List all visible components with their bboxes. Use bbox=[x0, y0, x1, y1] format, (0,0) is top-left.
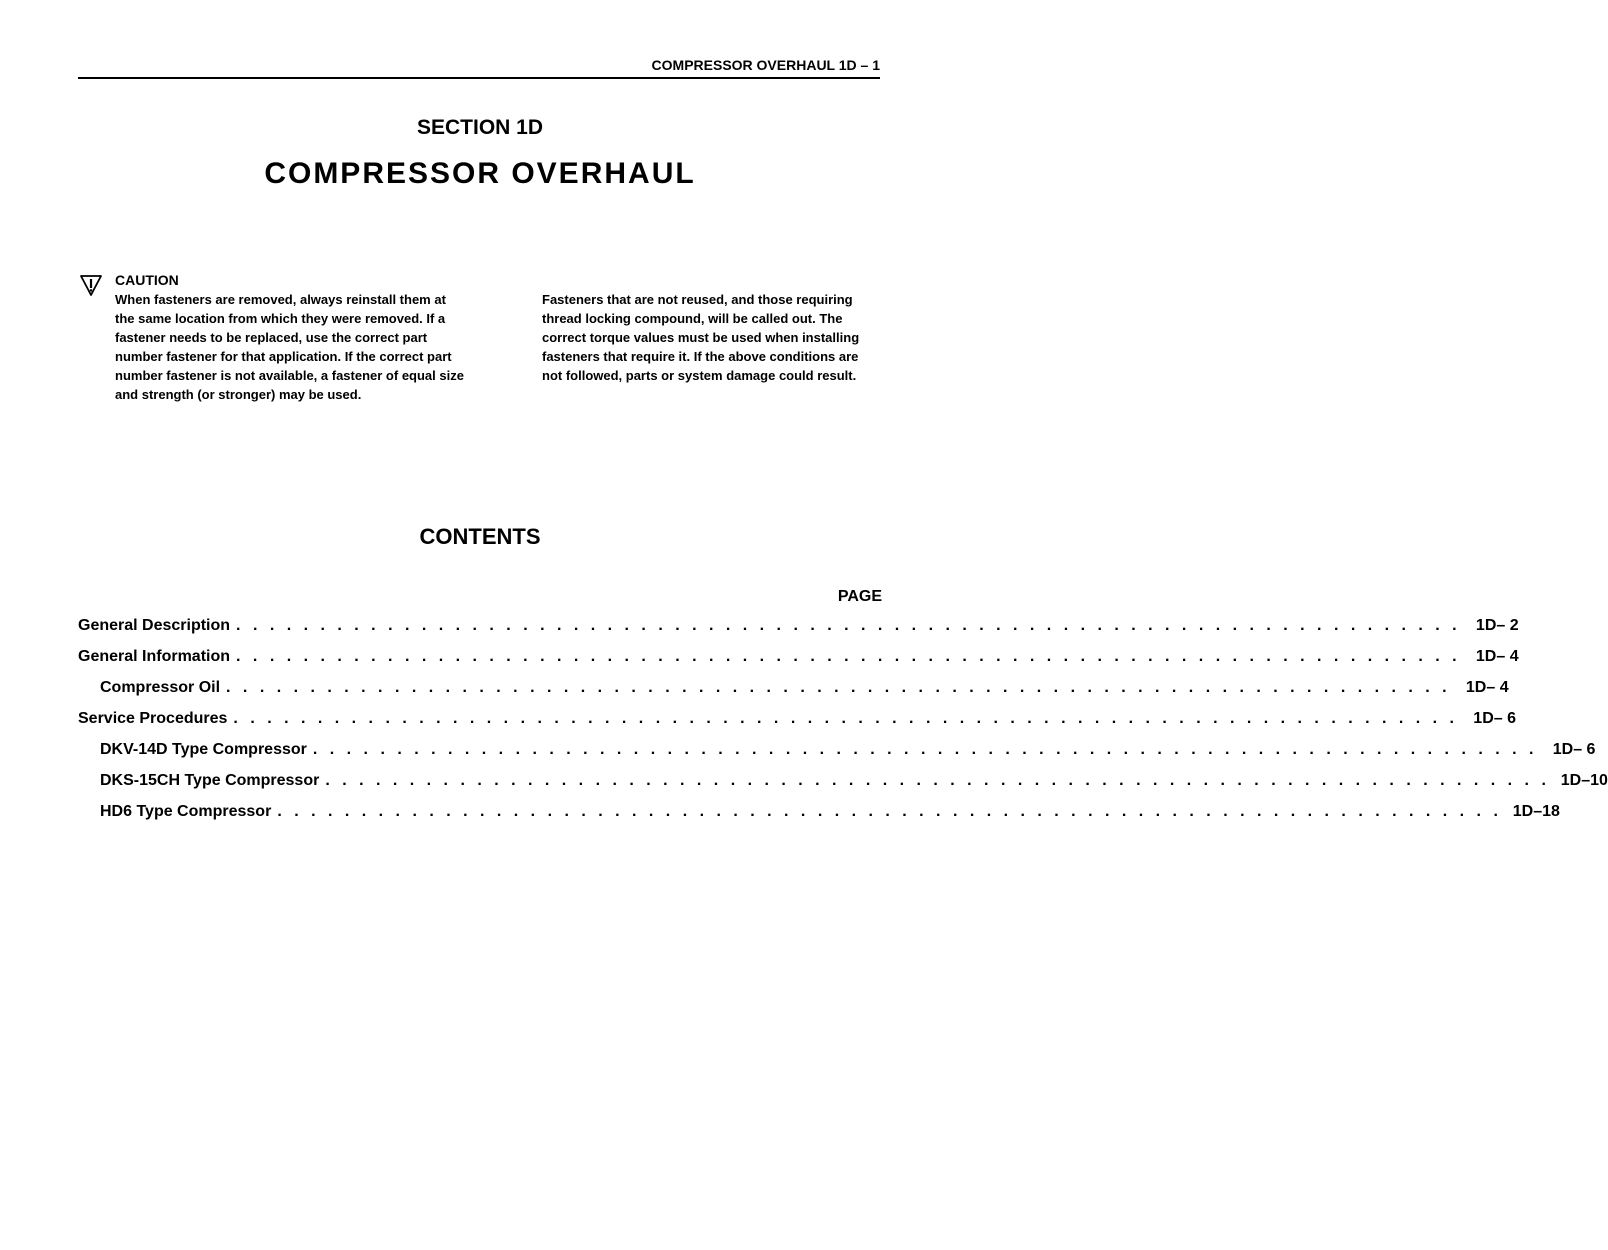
toc-entry-title: DKS-15CH Type Compressor bbox=[100, 772, 320, 789]
toc-entry-compressor-oil[interactable] bbox=[78, 679, 1509, 710]
toc-entry-page: 1D– 4 bbox=[1475, 648, 1519, 665]
toc-entry-service-procedures[interactable] bbox=[78, 710, 1516, 741]
toc-entry-page: 1D– 4 bbox=[1465, 679, 1509, 696]
toc-entry-page: 1D–10 bbox=[1560, 772, 1608, 789]
toc-leader-dots: . . . . . . . . . . . . . . . . . . . . . . . . . . . . . . . . . . . . . . . . . . . . . . . . . . . . . . . . . . . . . . . . . . . . . . . . . bbox=[312, 741, 1538, 758]
toc-leader-dots: . . . . . . . . . . . . . . . . . . . . . . . . . . . . . . . . . . . . . . . . . . . . . . . . . . . . . . . . . . . . . . . . . . . . . . . . . bbox=[325, 772, 1550, 789]
caution-text-right: Fasteners that are not reused, and those requiring thread locking compound, will be called out. The correct torque values must be used when installing fasteners that require it. If the above conditions are not followed, parts or system damage could result. bbox=[542, 292, 860, 383]
page-column-label: PAGE bbox=[837, 588, 882, 605]
toc-entry-page: 1D–18 bbox=[1512, 803, 1560, 820]
toc-entry-title: General Description bbox=[78, 617, 231, 634]
contents-heading: CONTENTS bbox=[419, 524, 541, 549]
section-label: SECTION 1D bbox=[416, 116, 544, 139]
table-of-contents bbox=[78, 617, 1608, 834]
running-header: COMPRESSOR OVERHAUL 1D – 1 bbox=[78, 55, 880, 79]
toc-leader-dots: . . . . . . . . . . . . . . . . . . . . . . . . . . . . . . . . . . . . . . . . . . . . . . . . . . . . . . . . . . . . . . . . . . . . . . . . . bbox=[236, 648, 1461, 665]
document-title: COMPRESSOR OVERHAUL bbox=[264, 157, 696, 190]
toc-entry-general-information[interactable] bbox=[78, 648, 1519, 679]
toc-entry-page: 1D– 6 bbox=[1473, 710, 1516, 727]
toc-entry-title: Compressor Oil bbox=[100, 679, 221, 696]
caution-text-left: When fasteners are removed, always reinstall them at the same location from which they were removed. If a fastener needs to be replaced, use the correct part number fastener for that application. If the correct part number fastener is not available, a fastener of equal size and strength (or stronger) may be used. bbox=[115, 292, 464, 402]
toc-leader-dots: . . . . . . . . . . . . . . . . . . . . . . . . . . . . . . . . . . . . . . . . . . . . . . . . . . . . . . . . . . . . . . . . . . . . . . . . . bbox=[236, 617, 1461, 634]
toc-entry-title: HD6 Type Compressor bbox=[100, 803, 272, 820]
toc-leader-dots: . . . . . . . . . . . . . . . . . . . . . . . . . . . . . . . . . . . . . . . . . . . . . . . . . . . . . . . . . . . . . . . . . . . . . . . . . bbox=[226, 679, 1451, 696]
toc-entry-dks-15ch-compressor[interactable] bbox=[78, 772, 1608, 803]
toc-entry-title: General Information bbox=[78, 648, 231, 665]
caution-heading: CAUTION bbox=[115, 272, 179, 288]
toc-leader-dots: . . . . . . . . . . . . . . . . . . . . . . . . . . . . . . . . . . . . . . . . . . . . . . . . . . . . . . . . . . . . . . . . . . . . . . . . . bbox=[277, 803, 1502, 820]
toc-entry-title: DKV-14D Type Compressor bbox=[100, 741, 307, 758]
warning-triangle-icon bbox=[80, 274, 102, 296]
toc-entry-page: 1D– 6 bbox=[1552, 741, 1596, 758]
toc-entry-general-description[interactable] bbox=[78, 617, 1519, 648]
toc-entry-hd6-compressor[interactable] bbox=[78, 803, 1560, 834]
toc-entry-dkv-14d-compressor[interactable] bbox=[78, 741, 1596, 772]
toc-entry-title: Service Procedures bbox=[78, 710, 228, 727]
toc-entry-page: 1D– 2 bbox=[1475, 617, 1519, 634]
toc-leader-dots: . . . . . . . . . . . . . . . . . . . . . . . . . . . . . . . . . . . . . . . . . . . . . . . . . . . . . . . . . . . . . . . . . . . . . . . . . bbox=[233, 710, 1458, 727]
